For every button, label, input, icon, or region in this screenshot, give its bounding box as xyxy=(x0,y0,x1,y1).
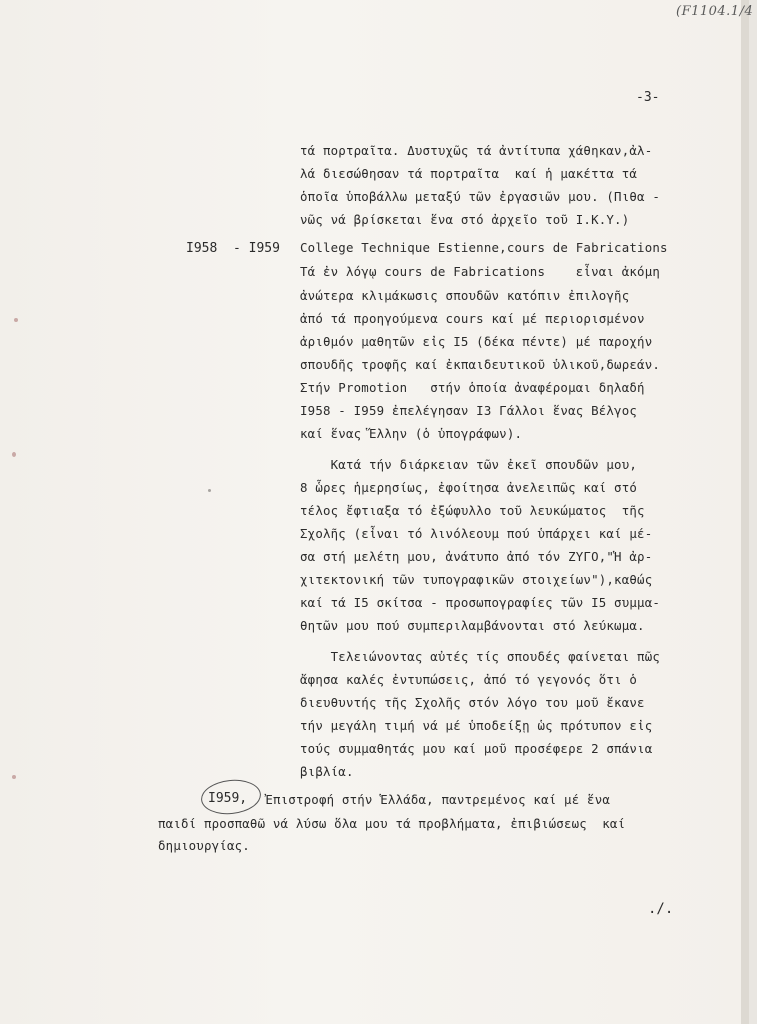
continuation-mark: ./. xyxy=(648,901,674,917)
archive-reference: (F1104.1/4 xyxy=(676,4,754,19)
text-line: I958 - I959 ἐπελέγησαν I3 Γάλλοι ἕνας Βέλγος xyxy=(300,403,638,418)
text-line: Τά ἐν λόγῳ cours de Fabrications εἶναι ἀκόμη xyxy=(300,264,661,279)
text-line: Στήν Promotion στήν ὁποία ἀναφέρομαι δηλαδή xyxy=(300,380,645,395)
text-line: τά πορτραῖτα. Δυστυχῶς τά ἀντίτυπα χάθηκαν,ἀλ- xyxy=(300,143,653,158)
paper-speck xyxy=(208,489,211,492)
paper-edge xyxy=(741,0,749,1024)
text-line: Σχολῆς (εἶναι τό λινόλεουμ πού ὑπάρχει καί μέ- xyxy=(300,526,653,541)
text-line: λά διεσώθησαν τά πορτραῖτα καί ἡ μακέττα τά xyxy=(300,166,638,181)
text-line: βιβλία. xyxy=(300,764,354,779)
date-label: I959, xyxy=(208,791,248,806)
paper-stain xyxy=(12,452,16,457)
text-line: ὁποῖα ὑποβάλλω μεταξύ τῶν ἐργασιῶν μου. (Πιθα - xyxy=(300,189,661,204)
date-range: I958 - I959 xyxy=(186,241,280,256)
text-line: ἄφησα καλές ἐντυπώσεις, ἀπό τό γεγονός ὅτι ὁ xyxy=(300,672,638,687)
text-line: διευθυντής τῆς Σχολῆς στόν λόγο του μοῦ ἔκανε xyxy=(300,695,645,710)
text-line: τέλος ἔφτιαξα τό ἐξώφυλλο τοῦ λευκώματος τῆς xyxy=(300,503,645,518)
text-line: καί ἕνας Ἕλλην (ὁ ὑπογράφων). xyxy=(300,426,523,441)
text-line: ἀνώτερα κλιμάκωσις σπουδῶν κατόπιν ἐπιλογῆς xyxy=(300,288,630,303)
text-line: νῶς νά βρίσκεται ἕνα στό ἀρχεῖο τοῦ Ι.Κ.Υ.) xyxy=(300,212,630,227)
text-line: Ἐπιστροφή στήν Ἑλλάδα, παντρεμένος καί μέ ἕνα xyxy=(250,792,611,807)
text-line: Κατά τήν διάρκειαν τῶν ἐκεῖ σπουδῶν μου, xyxy=(300,457,638,472)
paper-stain xyxy=(12,775,16,779)
text-line: τούς συμμαθητάς μου καί μοῦ προσέφερε 2 σπάνια xyxy=(300,741,653,756)
text-line: τήν μεγάλη τιμή νά μέ ὑποδείξῃ ὡς πρότυπον εἰς xyxy=(300,718,653,733)
paper-stain xyxy=(14,318,18,322)
text-line: ἀριθμόν μαθητῶν εἰς I5 (δέκα πέντε) μέ παροχήν xyxy=(300,334,653,349)
page-number: -3- xyxy=(636,90,660,105)
text-line: χιτεκτονική τῶν τυπογραφικῶν στοιχείων"),καθώς xyxy=(300,572,653,587)
text-line: σπουδῆς τροφῆς καί ἐκπαιδευτικοῦ ὑλικοῦ,δωρεάν. xyxy=(300,357,661,372)
text-line: 8 ὧρες ἡμερησίως, ἐφοίτησα ἀνελειπῶς καί στό xyxy=(300,480,638,495)
text-line: παιδί προσπαθῶ νά λύσω ὅλα μου τά προβλήματα, ἐπιβιώσεως καί xyxy=(158,816,626,831)
text-line: καί τά I5 σκίτσα - προσωπογραφίες τῶν I5 συμμα- xyxy=(300,595,661,610)
text-line: θητῶν μου πού συμπεριλαμβάνονται στό λεύκωμα. xyxy=(300,618,645,633)
text-line: College Technique Estienne,cours de Fabrications xyxy=(300,240,668,255)
text-line: Τελειώνοντας αὐτές τίς σπουδές φαίνεται πῶς xyxy=(300,649,661,664)
text-line: ἀπό τά προηγούμενα cours καί μέ περιορισμένον xyxy=(300,311,645,326)
text-line: σα στή μελέτη μου, ἀνάτυπο ἀπό τόν ΖΥΓΟ,"Ἡ ἀρ- xyxy=(300,549,653,564)
text-line: δημιουργίας. xyxy=(158,838,250,853)
